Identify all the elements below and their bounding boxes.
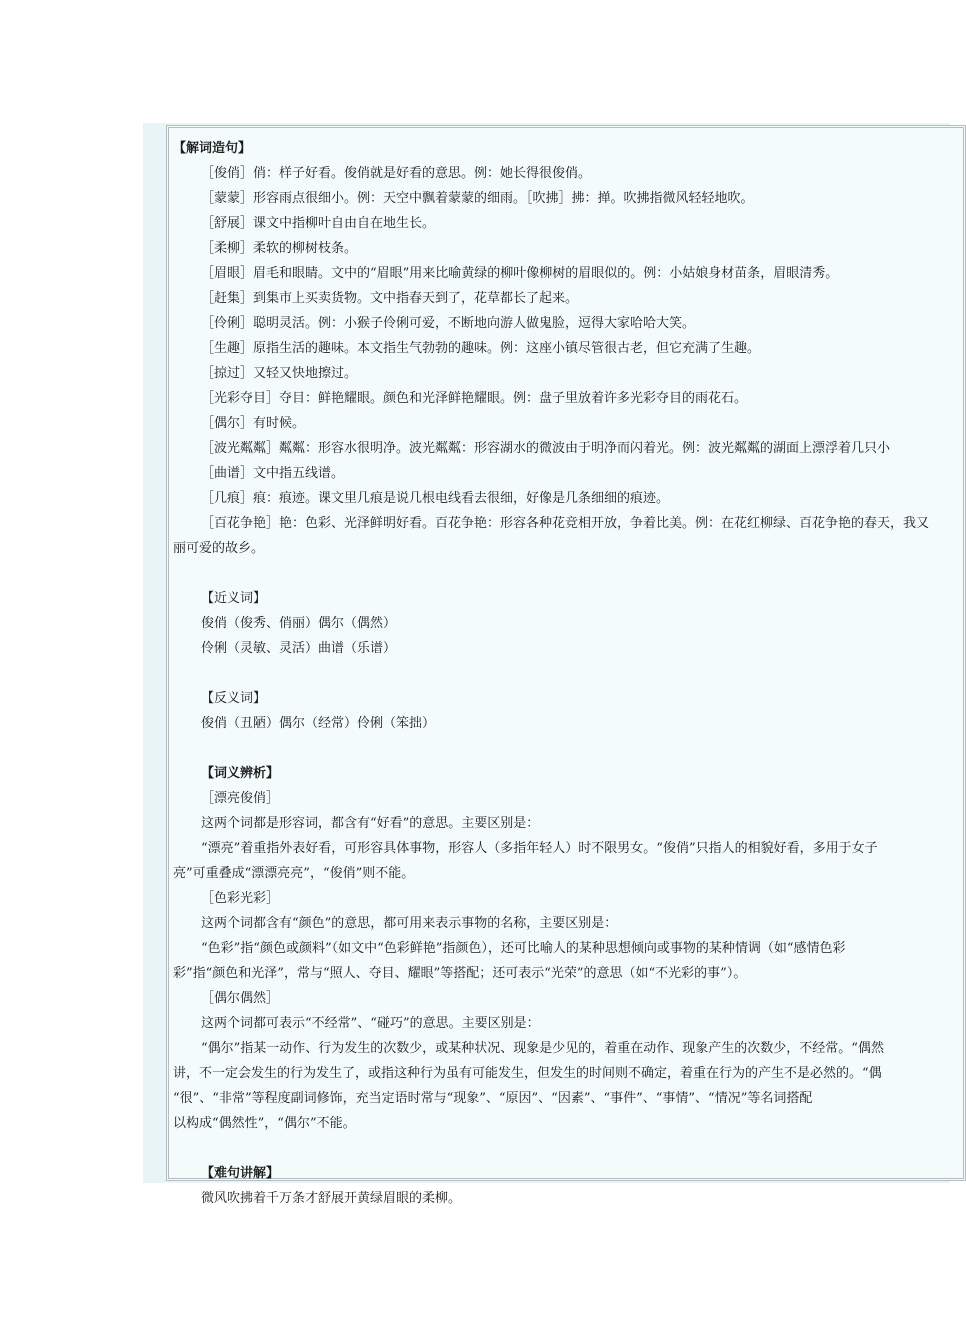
analysis-pair-intro: 这两个词都是形容词，都含有“好看”的意思。主要区别是： [201, 816, 540, 831]
antonyms-line: 俊俏（丑陋）偶尔（经常）伶俐（笨拙） [201, 716, 436, 731]
vocab-item: ［赶集］到集市上买卖货物。文中指春天到了，花草都长了起来。 [201, 291, 579, 306]
difficult-line: 微风吹拂着千万条才舒展开黄绿眉眼的柔柳。 [201, 1191, 462, 1206]
vocab-heading: 【解词造句】 [173, 141, 252, 156]
analysis-pair-detail-continuation: 以构成“偶然性”，“偶尔”不能。 [173, 1116, 356, 1131]
synonyms-line: 俊俏（俊秀、俏丽）偶尔（偶然） [201, 616, 397, 631]
antonyms-heading: 【反义词】 [201, 691, 267, 706]
vocab-item-continuation: 丽可爱的故乡。 [173, 541, 265, 556]
vocab-item: ［百花争艳］艳：色彩、光泽鲜明好看。百花争艳：形容各种花竞相开放，争着比美。例：在花红柳绿、百花争艳的春天，我又 [201, 516, 930, 531]
spacer [173, 661, 963, 686]
difficult-heading: 【难句讲解】 [201, 1166, 280, 1181]
vocab-item: ［眉眼］眉毛和眼睛。文中的“眉眼”用来比喻黄绿的柳叶像柳树的眉眼似的。例：小姑娘身材苗条，眉眼清秀。 [201, 266, 839, 281]
spacer [173, 561, 963, 586]
analysis-pair-detail: “偶尔”指某一动作、行为发生的次数少，或某种状况、现象是少见的，着重在动作、现象产生的次数少，不经常。“偶然 [201, 1041, 884, 1056]
analysis-pair-title: ［漂亮俊俏］ [201, 791, 280, 806]
analysis-heading: 【词义辨析】 [201, 766, 280, 781]
vocab-item: ［舒展］课文中指柳叶自由自在地生长。 [201, 216, 436, 231]
analysis-pair-intro: 这两个词都可表示“不经常”、“碰巧”的意思。主要区别是： [201, 1016, 540, 1031]
vocab-item: ［波光粼粼］粼粼：形容水很明净。波光粼粼：形容湖水的微波由于明净而闪着光。例：波光粼粼的湖面上漂浮着几只小 [201, 441, 891, 456]
vocab-item: ［柔柳］柔软的柳树枝条。 [201, 241, 358, 256]
content-frame [166, 125, 966, 1206]
vocab-item: ［俊俏］俏：样子好看。俊俏就是好看的意思。例：她长得很俊俏。 [201, 166, 592, 181]
spacer [173, 1136, 963, 1161]
analysis-pair-detail-continuation: 彩”指“颜色和光泽”，常与“照人、夺目、耀眼”等搭配；还可表示“光荣”的意思（如“不光彩的事”）。 [173, 966, 747, 981]
vocab-item: ［蒙蒙］形容雨点很细小。例：天空中飘着蒙蒙的细雨。［吹拂］拂：掸。吹拂指微风轻轻地吹。 [201, 191, 754, 206]
analysis-pair-detail-continuation: 亮”可重叠成“漂漂亮亮”，“俊俏”则不能。 [173, 866, 415, 881]
analysis-pair-title: ［偶尔偶然］ [201, 991, 280, 1006]
analysis-pair-detail: “色彩”指“颜色或颜料”（如文中“色彩鲜艳”指颜色），还可比喻人的某种思想倾向或事物的某种情调（如“感情色彩 [201, 941, 846, 956]
analysis-pair-title: ［色彩光彩］ [201, 891, 280, 906]
analysis-pair-detail-continuation: “很”、“非常”等程度副词修饰，充当定语时常与“现象”、“原因”、“因素”、“事件”、“事情”、“情况”等名词搭配 [173, 1091, 813, 1106]
vocab-item: ［光彩夺目］夺目：鲜艳耀眼。颜色和光泽鲜艳耀眼。例：盘子里放着许多光彩夺目的雨花石。 [201, 391, 748, 406]
lesson-notes [173, 136, 963, 1211]
vocab-item: ［偶尔］有时候。 [201, 416, 306, 431]
spacer [173, 736, 963, 761]
analysis-pair-detail-continuation: 讲，不一定会发生的行为发生了，或指这种行为虽有可能发生，但发生的时间则不确定，着重在行为的产生不是必然的。“偶 [173, 1066, 882, 1081]
vocab-item: ［掠过］又轻又快地擦过。 [201, 366, 358, 381]
synonyms-heading: 【近义词】 [201, 591, 267, 606]
vocab-item: ［伶俐］聪明灵活。例：小猴子伶俐可爱，不断地向游人做鬼脸，逗得大家哈哈大笑。 [201, 316, 696, 331]
vocab-item: ［几痕］痕：痕迹。课文里几痕是说几根电线看去很细，好像是几条细细的痕迹。 [201, 491, 670, 506]
vocab-item: ［曲谱］文中指五线谱。 [201, 466, 345, 481]
analysis-pair-detail: “漂亮”着重指外表好看，可形容具体事物，形容人（多指年轻人）时不限男女。“俊俏”只指人的相貌好看，多用于女子 [201, 841, 878, 856]
vocab-item: ［生趣］原指生活的趣味。本文指生气勃勃的趣味。例：这座小镇尽管很古老，但它充满了生趣。 [201, 341, 761, 356]
analysis-pair-intro: 这两个词都含有“颜色”的意思，都可用来表示事物的名称，主要区别是： [201, 916, 618, 931]
synonyms-line: 伶俐（灵敏、灵活）曲谱（乐谱） [201, 641, 397, 656]
